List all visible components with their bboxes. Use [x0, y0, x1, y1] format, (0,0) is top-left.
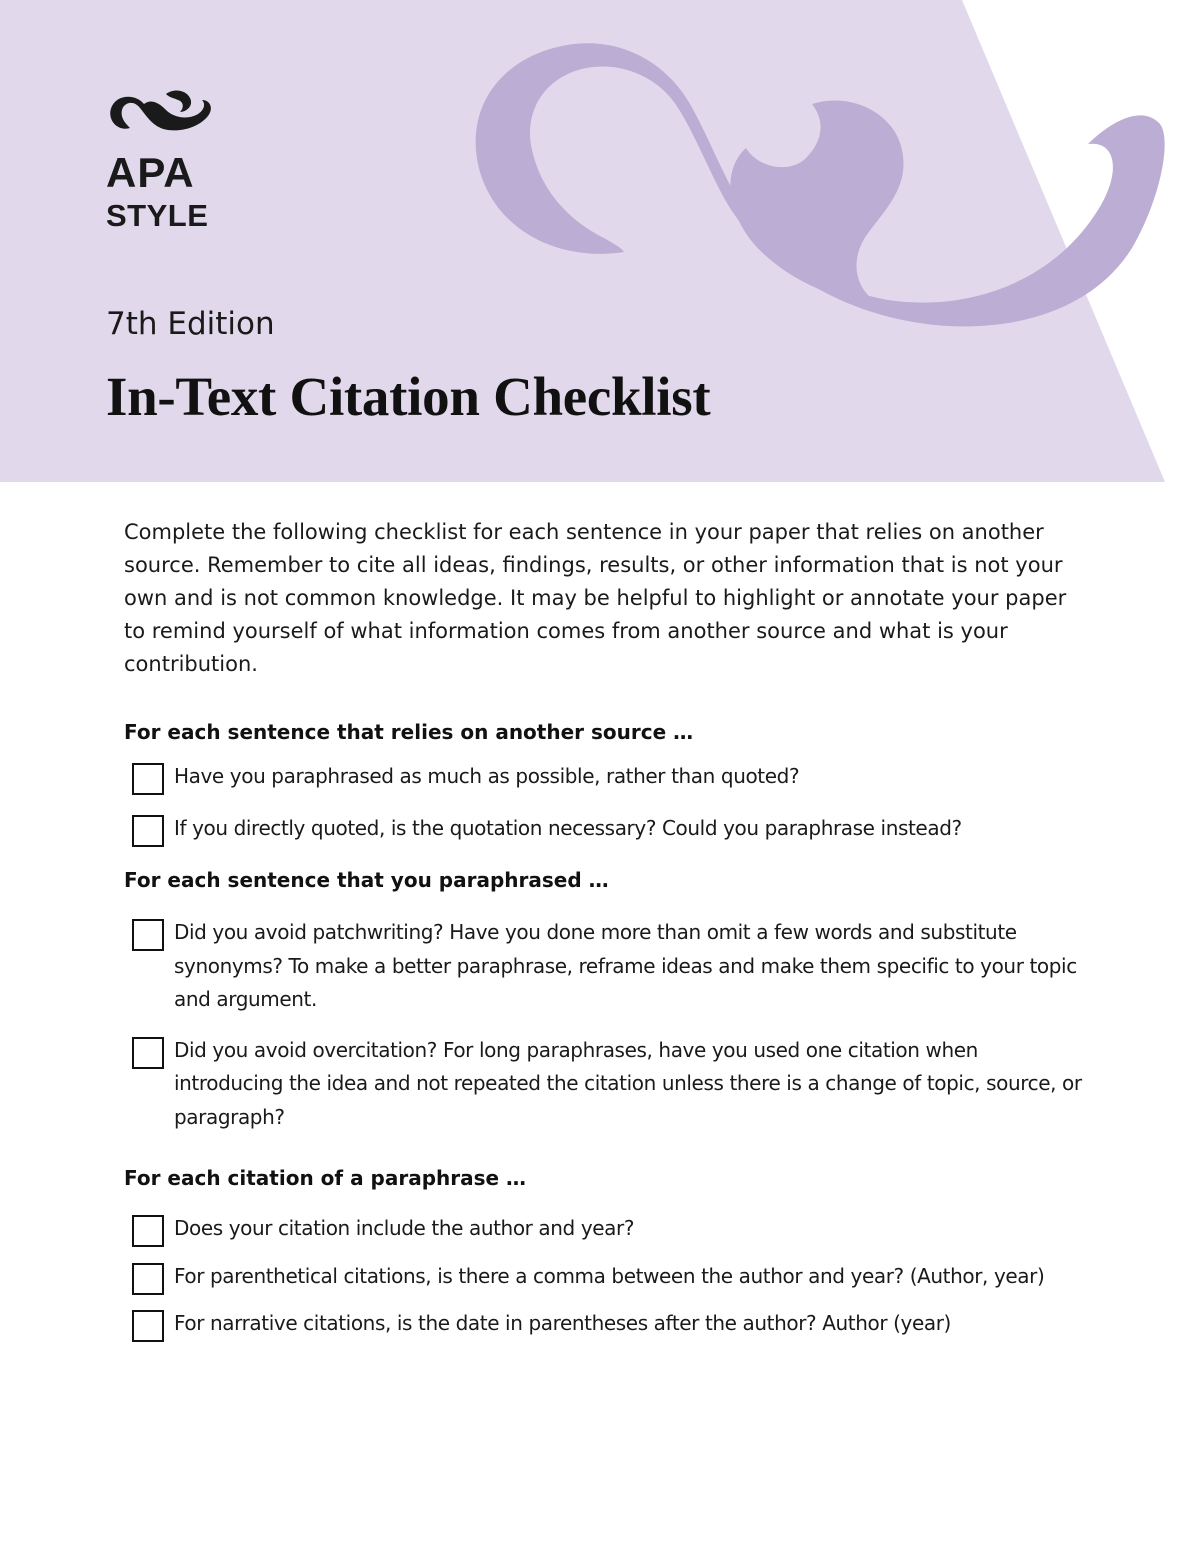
section-heading: For each sentence that relies on another source …	[124, 720, 694, 744]
checklist	[124, 1212, 1084, 1341]
checklist-item	[124, 1260, 1084, 1294]
checklist-item-text: If you directly quoted, is the quotation necessary? Could you paraphrase instead?	[174, 815, 962, 840]
checklist-item	[124, 1212, 1084, 1246]
checkbox[interactable]	[132, 763, 164, 795]
checkbox[interactable]	[132, 1310, 164, 1342]
section-heading: For each citation of a paraphrase …	[124, 1166, 527, 1190]
section-citation-paraphrase	[124, 1164, 1084, 1341]
section-sources	[124, 718, 1084, 845]
checkbox[interactable]	[132, 815, 164, 847]
checklist-item	[124, 1034, 1084, 1135]
logo-style-text: STYLE	[106, 198, 209, 233]
checklist-item	[124, 916, 1084, 1017]
logo-apa-text: APA	[106, 149, 195, 196]
page-title: In-Text Citation Checklist	[106, 366, 711, 427]
intro-paragraph: Complete the following checklist for each sentence in your paper that relies on another source. Remember to cite all ideas, findings, results, or other information that is not your own and is not common knowledge. It may be helpful to highlight or annotate your paper to remind yourself of what information comes from another source and what is your contribution.	[124, 520, 1067, 676]
checklist	[124, 916, 1084, 1134]
checklist-item-text: Did you avoid overcitation? For long paraphrases, have you used one citation when introducing the idea and not repeated the citation unless there is a change of topic, source, or paragraph?	[174, 1037, 1082, 1129]
checkbox[interactable]	[132, 1037, 164, 1069]
checklist-item	[124, 812, 1084, 846]
header-banner	[0, 0, 1200, 482]
checklist-item-text: Does your citation include the author and year?	[174, 1216, 635, 1240]
checkbox[interactable]	[132, 1215, 164, 1247]
edition-label: 7th Edition	[106, 306, 275, 342]
checkbox[interactable]	[132, 919, 164, 951]
section-heading: For each sentence that you paraphrased …	[124, 868, 609, 892]
checklist-content	[124, 516, 1084, 1341]
checklist-item-text: For narrative citations, is the date in parentheses after the author? Author (year)	[174, 1311, 951, 1335]
section-paraphrased	[124, 866, 1084, 1134]
checklist-item-text: For parenthetical citations, is there a comma between the author and year? (Author, year)	[174, 1263, 1045, 1288]
apa-swirl-logo-icon	[104, 88, 216, 138]
checklist	[124, 760, 1084, 845]
checklist-item	[124, 1307, 1084, 1341]
checklist-item	[124, 760, 1084, 794]
checklist-item-text: Have you paraphrased as much as possible, rather than quoted?	[174, 764, 800, 788]
apa-style-logo	[104, 88, 234, 233]
checkbox[interactable]	[132, 1263, 164, 1295]
checklist-item-text: Did you avoid patchwriting? Have you done more than omit a few words and substitute synonyms? To make a better paraphrase, reframe ideas and make them specific to your topic and argument.	[174, 920, 1077, 1011]
